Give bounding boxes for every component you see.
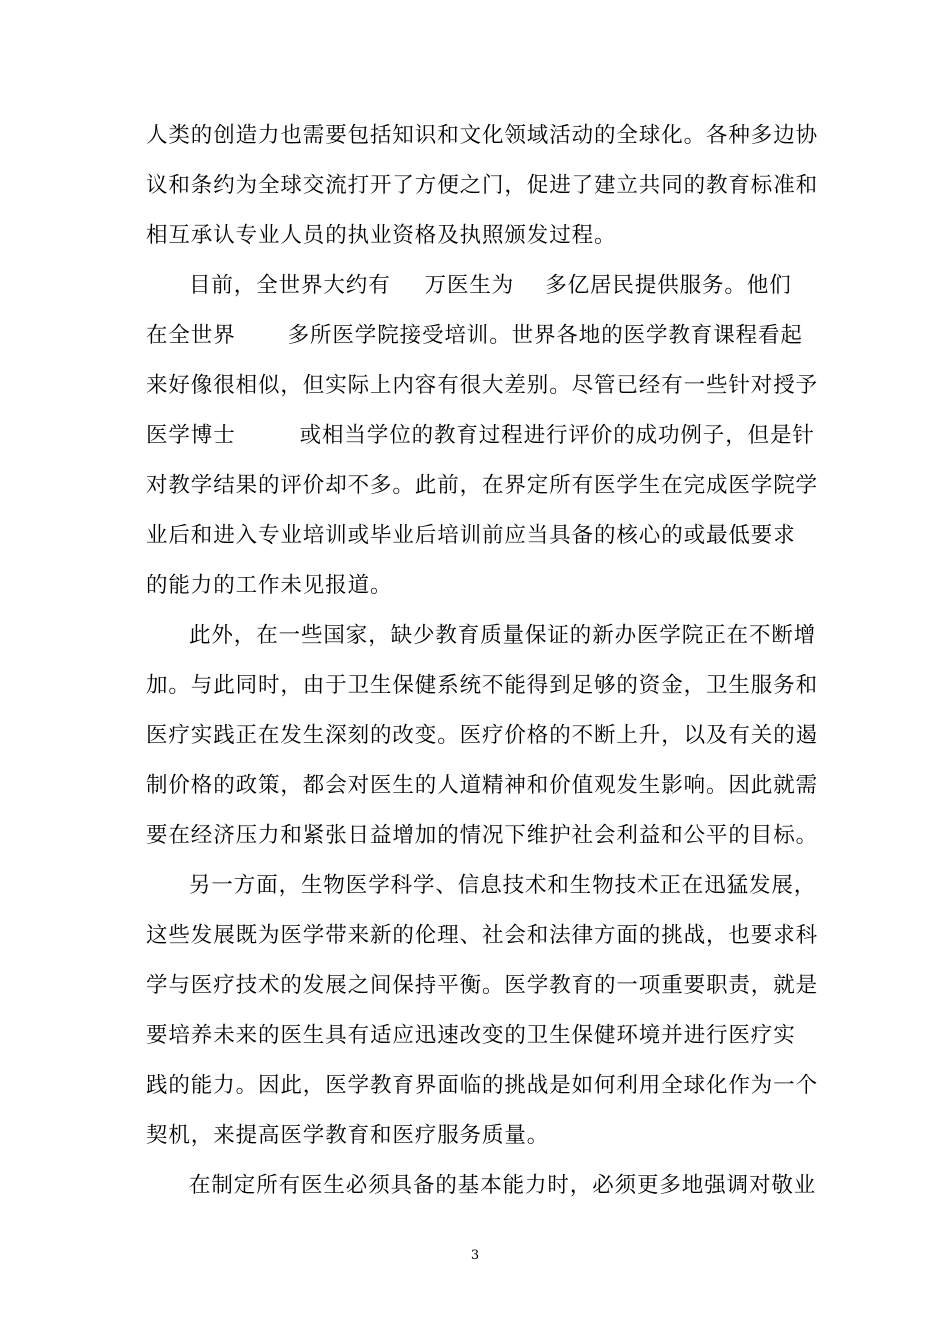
text-line: 契机，来提高医学教育和医疗服务质量。	[146, 1123, 550, 1148]
text-fragment: 多所医学院接受培训。世界各地的医学教育课程看起	[287, 323, 803, 348]
text-line: 要培养未来的医生具有适应迅速改变的卫生保健环境并进行医疗实	[146, 1023, 796, 1048]
text-line: 在制定所有医生必须具备的基本能力时，必须更多地强调对敬业	[189, 1173, 817, 1198]
text-fragment: 在全世界	[146, 323, 236, 348]
text-line: 另一方面，生物医学科学、信息技术和生物技术正在迅猛发展，	[189, 873, 817, 898]
text-line: 业后和进入专业培训或毕业后培训前应当具备的核心的或最低要求	[146, 523, 796, 548]
text-line: 这些发展既为医学带来新的伦理、社会和法律方面的挑战，也要求科	[146, 923, 819, 948]
text-line: 人类的创造力也需要包括知识和文化领域活动的全球化。各种多边协	[146, 123, 819, 148]
page-number: 3	[470, 1248, 480, 1263]
text-fragment: 多亿居民提供服务。他们	[545, 273, 792, 298]
text-line: 的能力的工作未见报道。	[146, 573, 393, 598]
text-line: 对教学结果的评价却不多。此前，在界定所有医学生在完成医学院学	[146, 473, 819, 498]
text-line: 制价格的政策，都会对医生的人道精神和价值观发生影响。因此就需	[146, 773, 819, 798]
text-line	[189, 272, 849, 300]
text-line: 践的能力。因此，医学教育界面临的挑战是如何利用全球化作为一个	[146, 1073, 819, 1098]
text-line: 学与医疗技术的发展之间保持平衡。医学教育的一项重要职责，就是	[146, 973, 819, 998]
text-line: 要在经济压力和紧张日益增加的情况下维护社会利益和公平的目标。	[146, 823, 819, 848]
text-line: 此外，在一些国家，缺少教育质量保证的新办医学院正在不断增	[189, 623, 817, 648]
text-line: 来好像很相似，但实际上内容有很大差别。尽管已经有一些针对授予	[146, 373, 819, 398]
text-line: 议和条约为全球交流打开了方便之门，促进了建立共同的教育标准和	[146, 173, 819, 198]
text-line: 加。与此同时，由于卫生保健系统不能得到足够的资金，卫生服务和	[146, 673, 819, 698]
text-fragment: 医学博士	[146, 423, 236, 448]
text-line	[146, 322, 806, 350]
text-fragment: 目前，全世界大约有	[189, 273, 391, 298]
text-line: 相互承认专业人员的执业资格及执照颁发过程。	[146, 223, 617, 248]
text-line	[146, 422, 815, 450]
text-fragment: 万医生为	[424, 273, 515, 298]
text-line: 医疗实践正在发生深刻的改变。医疗价格的不断上升，以及有关的遏	[146, 723, 819, 748]
text-fragment: 或相当学位的教育过程进行评价的成功例子，但是针	[299, 423, 815, 448]
